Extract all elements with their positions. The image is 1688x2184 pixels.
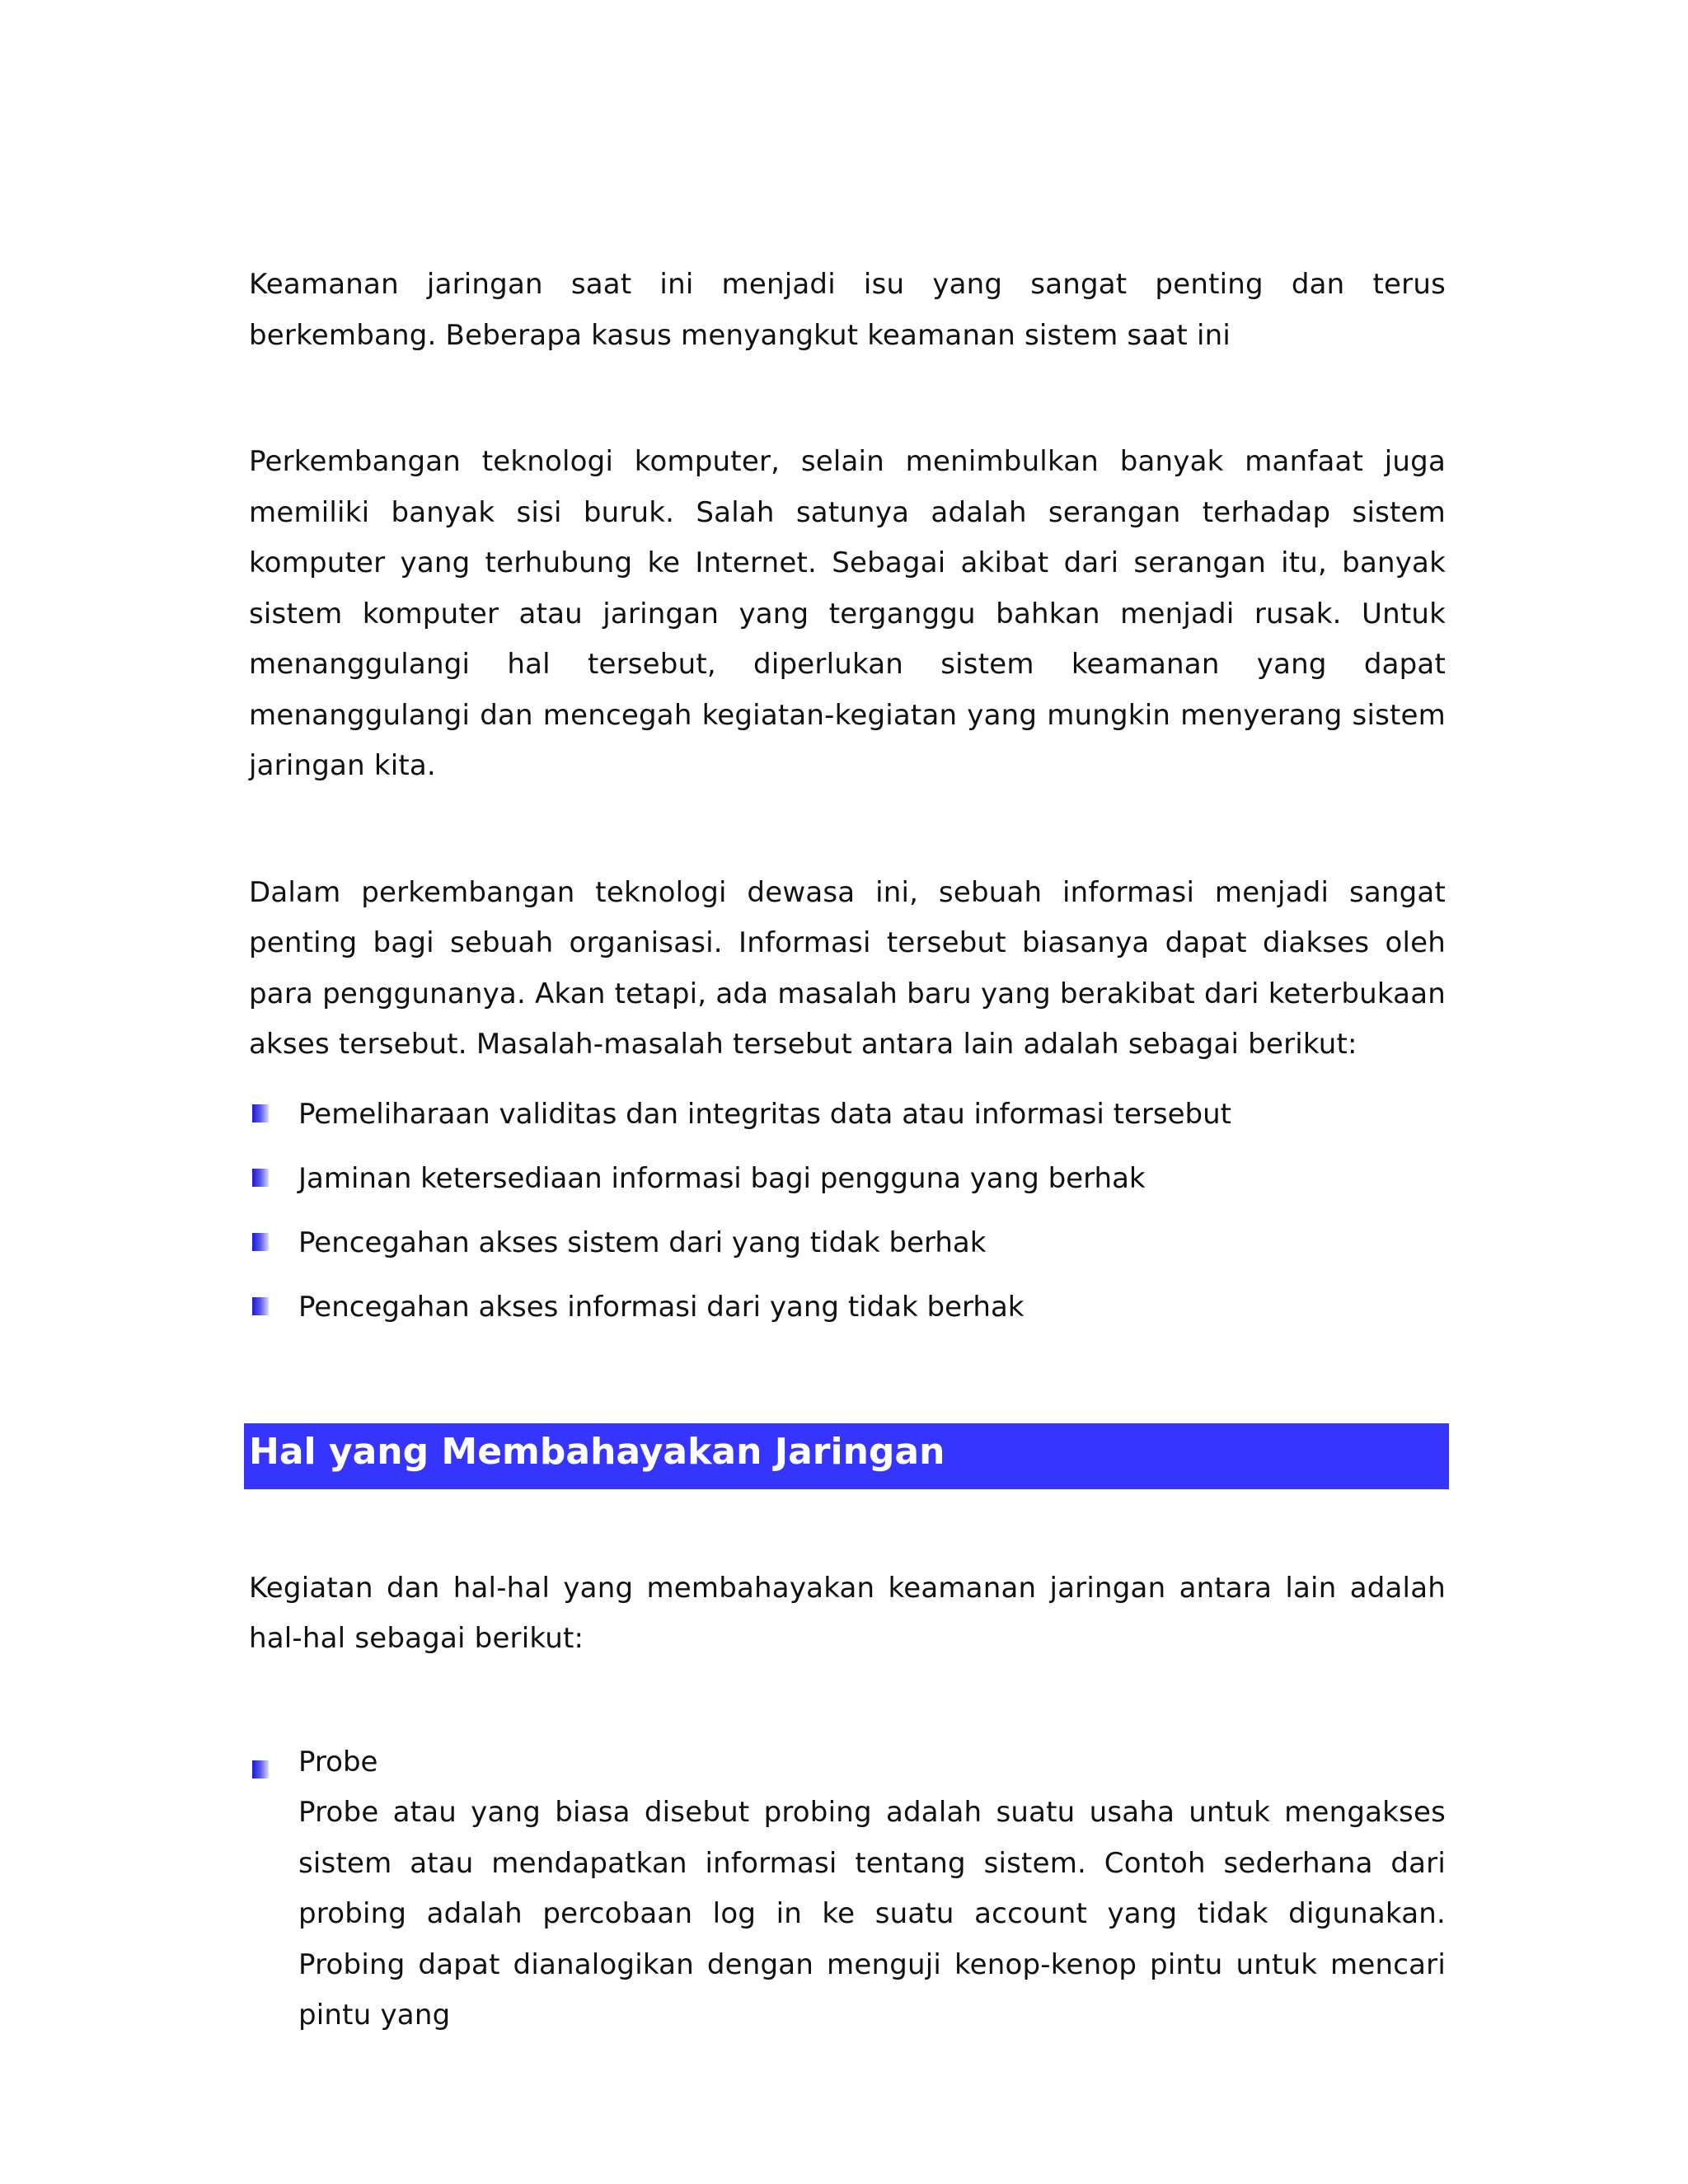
list-item-text: Pencegahan akses informasi dari yang tidak berhak	[298, 1290, 1025, 1324]
square-bullet-icon	[252, 1760, 269, 1779]
list-item-text: Jaminan ketersediaan informasi bagi pengguna yang berhak	[298, 1161, 1146, 1195]
square-bullet-icon	[252, 1169, 269, 1187]
square-bullet-icon	[252, 1233, 269, 1251]
list-item	[249, 1211, 1446, 1275]
threat-item-title: Probe	[298, 1745, 378, 1779]
threat-item-probe	[249, 1737, 1446, 2041]
list-item-text: Pemeliharaan validitas dan integritas data atau informasi tersebut	[298, 1097, 1231, 1131]
list-item	[249, 1082, 1446, 1146]
list-item	[249, 1146, 1446, 1211]
list-item	[249, 1275, 1446, 1339]
square-bullet-icon	[252, 1297, 269, 1315]
document-page	[249, 260, 1446, 2041]
list-item-text: Pencegahan akses sistem dari yang tidak berhak	[298, 1226, 987, 1259]
problem-list	[249, 1082, 1446, 1339]
threat-item-body: Probe atau yang biasa disebut probing adalah suatu usaha untuk mengakses sistem atau mendapatkan informasi tentang sistem. Contoh sederhana dari probing adalah percobaan log in ke suatu account yang tidak digunakan. Probing dapat dianalogikan dengan menguji kenop-kenop pintu untuk mencari pintu yang	[298, 1796, 1446, 2032]
paragraph-section-intro: Kegiatan dan hal-hal yang membahayakan keamanan jaringan antara lain adalah hal-hal sebagai berikut:	[249, 1571, 1446, 1655]
paragraph-information: Dalam perkembangan teknologi dewasa ini, sebuah informasi menjadi sangat penting bagi sebuah organisasi. Informasi tersebut biasanya dapat diakses oleh para penggunanya. Akan tetapi, ada masalah baru yang berakibat dari keterbukaan akses tersebut. Masalah-masalah tersebut antara lain adalah sebagai berikut:	[249, 875, 1446, 1061]
paragraph-development: Perkembangan teknologi komputer, selain menimbulkan banyak manfaat juga memiliki banyak sisi buruk. Salah satunya adalah serangan terhadap sistem komputer yang terhubung ke Internet. Sebagai akibat dari serangan itu, banyak sistem komputer atau jaringan yang terganggu bahkan menjadi rusak. Untuk menanggulangi hal tersebut, diperlukan sistem keamanan yang dapat menanggulangi dan mencegah kegiatan-kegiatan yang mungkin menyerang sistem jaringan kita.	[249, 445, 1446, 782]
square-bullet-icon	[252, 1104, 269, 1122]
paragraph-intro: Keamanan jaringan saat ini menjadi isu yang sangat penting dan terus berkembang. Beberapa kasus menyangkut keamanan sistem saat ini	[249, 268, 1446, 352]
section-heading: Hal yang Membahayakan Jaringan	[244, 1423, 1449, 1489]
